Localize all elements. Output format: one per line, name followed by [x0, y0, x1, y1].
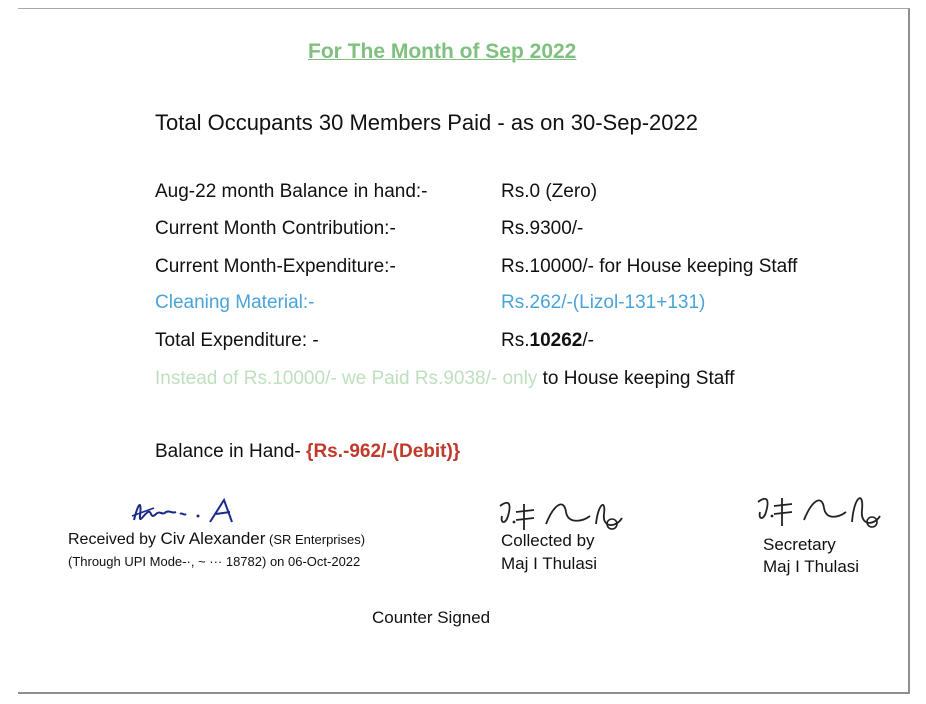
row-value-aug-balance: Rs.0 (Zero): [501, 181, 598, 202]
row-label-cleaning: Cleaning Material:-: [155, 292, 315, 313]
row-label-aug-balance: Aug-22 month Balance in hand:-: [155, 181, 428, 202]
received-org: (SR Enterprises): [265, 532, 366, 547]
collector-name: Maj I Thulasi: [501, 554, 598, 573]
total-prefix: Rs.: [501, 330, 530, 351]
received-prefix: Received by: [68, 531, 161, 548]
balance-label: Balance in Hand-: [155, 441, 307, 462]
row-value-cleaning: Rs.262/-(Lizol-131+131): [501, 292, 706, 313]
payment-note-faded: Instead of Rs.10000/- we Paid Rs.9038/- only: [155, 368, 538, 389]
receiver-signature: [128, 494, 248, 530]
received-by-line: [68, 529, 365, 549]
collected-by-label: Collected by: [501, 531, 595, 550]
row-label-total-expenditure: Total Expenditure: -: [155, 330, 319, 351]
balance-debit: {Rs.-962/-(Debit)}: [306, 441, 461, 462]
secretary-name: Maj I Thulasi: [763, 557, 860, 576]
upi-line: (Through UPI Mode-·, ~ ··· 18782) on 06-Oct-2022: [68, 554, 361, 569]
received-name: Civ Alexander: [160, 529, 266, 548]
total-suffix: /-: [582, 330, 594, 351]
occupants-line: Total Occupants 30 Members Paid - as on 30-Sep-2022: [155, 110, 698, 135]
row-value-expenditure: Rs.10000/- for House keeping Staff: [501, 256, 798, 277]
row-label-expenditure: Current Month-Expenditure:-: [155, 256, 396, 277]
counter-signed: Counter Signed: [372, 608, 491, 627]
payment-note: [155, 368, 735, 390]
row-value-total-expenditure: [501, 330, 594, 352]
secretary-label: Secretary: [763, 535, 836, 554]
balance-line: [155, 441, 460, 463]
document-title: For The Month of Sep 2022: [308, 40, 577, 63]
collector-signature: [494, 494, 634, 536]
total-amount: 10262: [529, 330, 583, 351]
payment-note-plain: to House keeping Staff: [537, 368, 735, 389]
row-label-contribution: Current Month Contribution:-: [155, 218, 396, 239]
secretary-signature: [752, 488, 892, 534]
row-value-contribution: Rs.9300/-: [501, 218, 584, 239]
